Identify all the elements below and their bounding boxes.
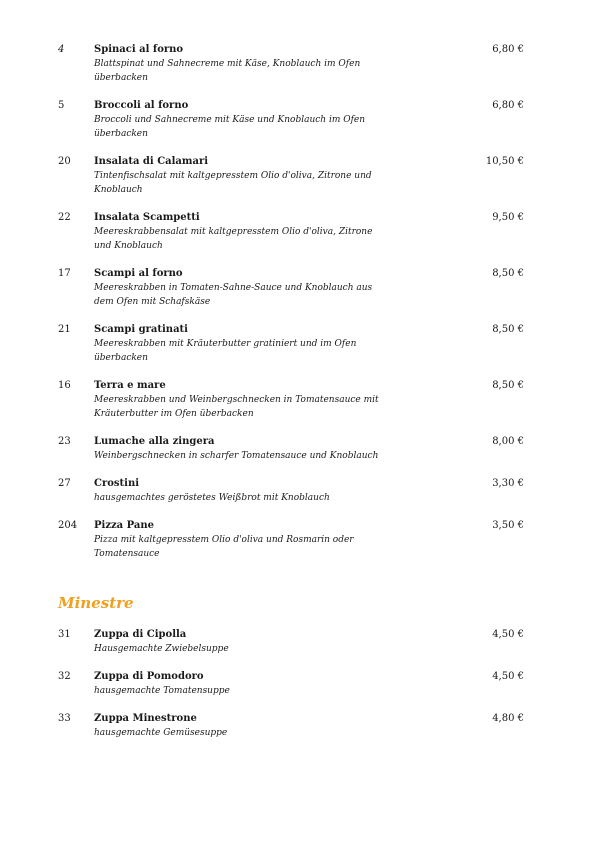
item-description: Meereskrabben und Weinbergschnecken in Tomatensauce mit Kräuterbutter im Ofen überbacken — [94, 395, 379, 419]
menu-item — [0, 43, 596, 99]
item-price: 8,00 € — [492, 436, 524, 447]
item-price: 10,50 € — [485, 156, 524, 167]
item-name: Scampi gratinati — [94, 324, 188, 335]
item-name: Zuppa di Pomodoro — [94, 671, 204, 682]
item-description: hausgemachte Gemüsesuppe — [94, 728, 228, 738]
item-price: 4,80 € — [492, 713, 524, 724]
menu-item — [0, 99, 596, 155]
item-number: 21 — [58, 324, 71, 335]
item-number: 17 — [58, 268, 71, 279]
menu-item — [0, 155, 596, 211]
item-name: Zuppa di Cipolla — [94, 629, 187, 640]
item-number: 23 — [58, 436, 71, 447]
menu-item — [0, 670, 596, 712]
item-description: Meereskrabben in Tomaten-Sahne-Sauce und Knoblauch aus dem Ofen mit Schafskäse — [94, 283, 373, 307]
item-number: 5 — [58, 100, 65, 111]
item-price: 4,50 € — [492, 671, 524, 682]
item-price: 3,50 € — [492, 520, 524, 531]
item-description: hausgemachtes geröstetes Weißbrot mit Knoblauch — [94, 493, 330, 503]
item-price: 8,50 € — [492, 324, 524, 335]
menu-item — [0, 267, 596, 323]
item-description: Pizza mit kaltgepresstem Olio d'oliva und Rosmarin oder Tomatensauce — [94, 535, 354, 559]
menu-item — [0, 712, 596, 754]
item-description: hausgemachte Tomatensuppe — [94, 686, 230, 696]
item-number: 32 — [58, 671, 71, 682]
item-price: 8,50 € — [492, 268, 524, 279]
menu-item — [0, 435, 596, 477]
item-price: 9,50 € — [492, 212, 524, 223]
item-name: Pizza Pane — [94, 520, 154, 531]
item-description: Meereskrabbensalat mit kaltgepresstem Olio d'oliva, Zitrone und Knoblauch — [94, 227, 373, 251]
antipasti-list — [0, 43, 596, 575]
item-description: Broccoli und Sahnecreme mit Käse und Knoblauch im Ofen überbacken — [94, 115, 366, 139]
item-number: 31 — [58, 629, 71, 640]
item-number: 204 — [58, 520, 78, 531]
item-name: Broccoli al forno — [94, 100, 189, 111]
item-name: Insalata Scampetti — [94, 212, 200, 223]
item-description: Tintenfischsalat mit kaltgepresstem Olio d'oliva, Zitrone und Knoblauch — [94, 171, 372, 195]
item-price: 8,50 € — [492, 380, 524, 391]
menu-item — [0, 379, 596, 435]
item-price: 4,50 € — [492, 629, 524, 640]
item-name: Lumache alla zingera — [94, 436, 215, 447]
item-price: 3,30 € — [492, 478, 524, 489]
item-name: Scampi al forno — [94, 268, 183, 279]
item-name: Spinaci al forno — [94, 44, 184, 55]
minestre-list — [0, 628, 596, 754]
item-name: Insalata di Calamari — [94, 156, 209, 167]
item-number: 16 — [58, 380, 71, 391]
menu-item — [0, 519, 596, 575]
item-number: 20 — [58, 156, 71, 167]
item-number: 33 — [58, 713, 71, 724]
menu-item — [0, 477, 596, 519]
item-description: Blattspinat und Sahnecreme mit Käse, Knoblauch im Ofen überbacken — [94, 59, 361, 83]
section-title-minestre: Minestre — [58, 594, 134, 612]
item-description: Meereskrabben mit Kräuterbutter gratiniert und im Ofen überbacken — [94, 339, 357, 363]
menu-item — [0, 323, 596, 379]
item-number: 27 — [58, 478, 71, 489]
item-name: Zuppa Minestrone — [94, 713, 197, 724]
item-name: Crostini — [94, 478, 140, 489]
item-description: Weinbergschnecken in scharfer Tomatensauce und Knoblauch — [94, 451, 379, 461]
item-number: 4 — [58, 44, 65, 55]
menu-item — [0, 628, 596, 670]
item-price: 6,80 € — [492, 100, 524, 111]
item-price: 6,80 € — [492, 44, 524, 55]
item-description: Hausgemachte Zwiebelsuppe — [94, 644, 229, 654]
item-name: Terra e mare — [94, 380, 166, 391]
item-number: 22 — [58, 212, 71, 223]
menu-item — [0, 211, 596, 267]
